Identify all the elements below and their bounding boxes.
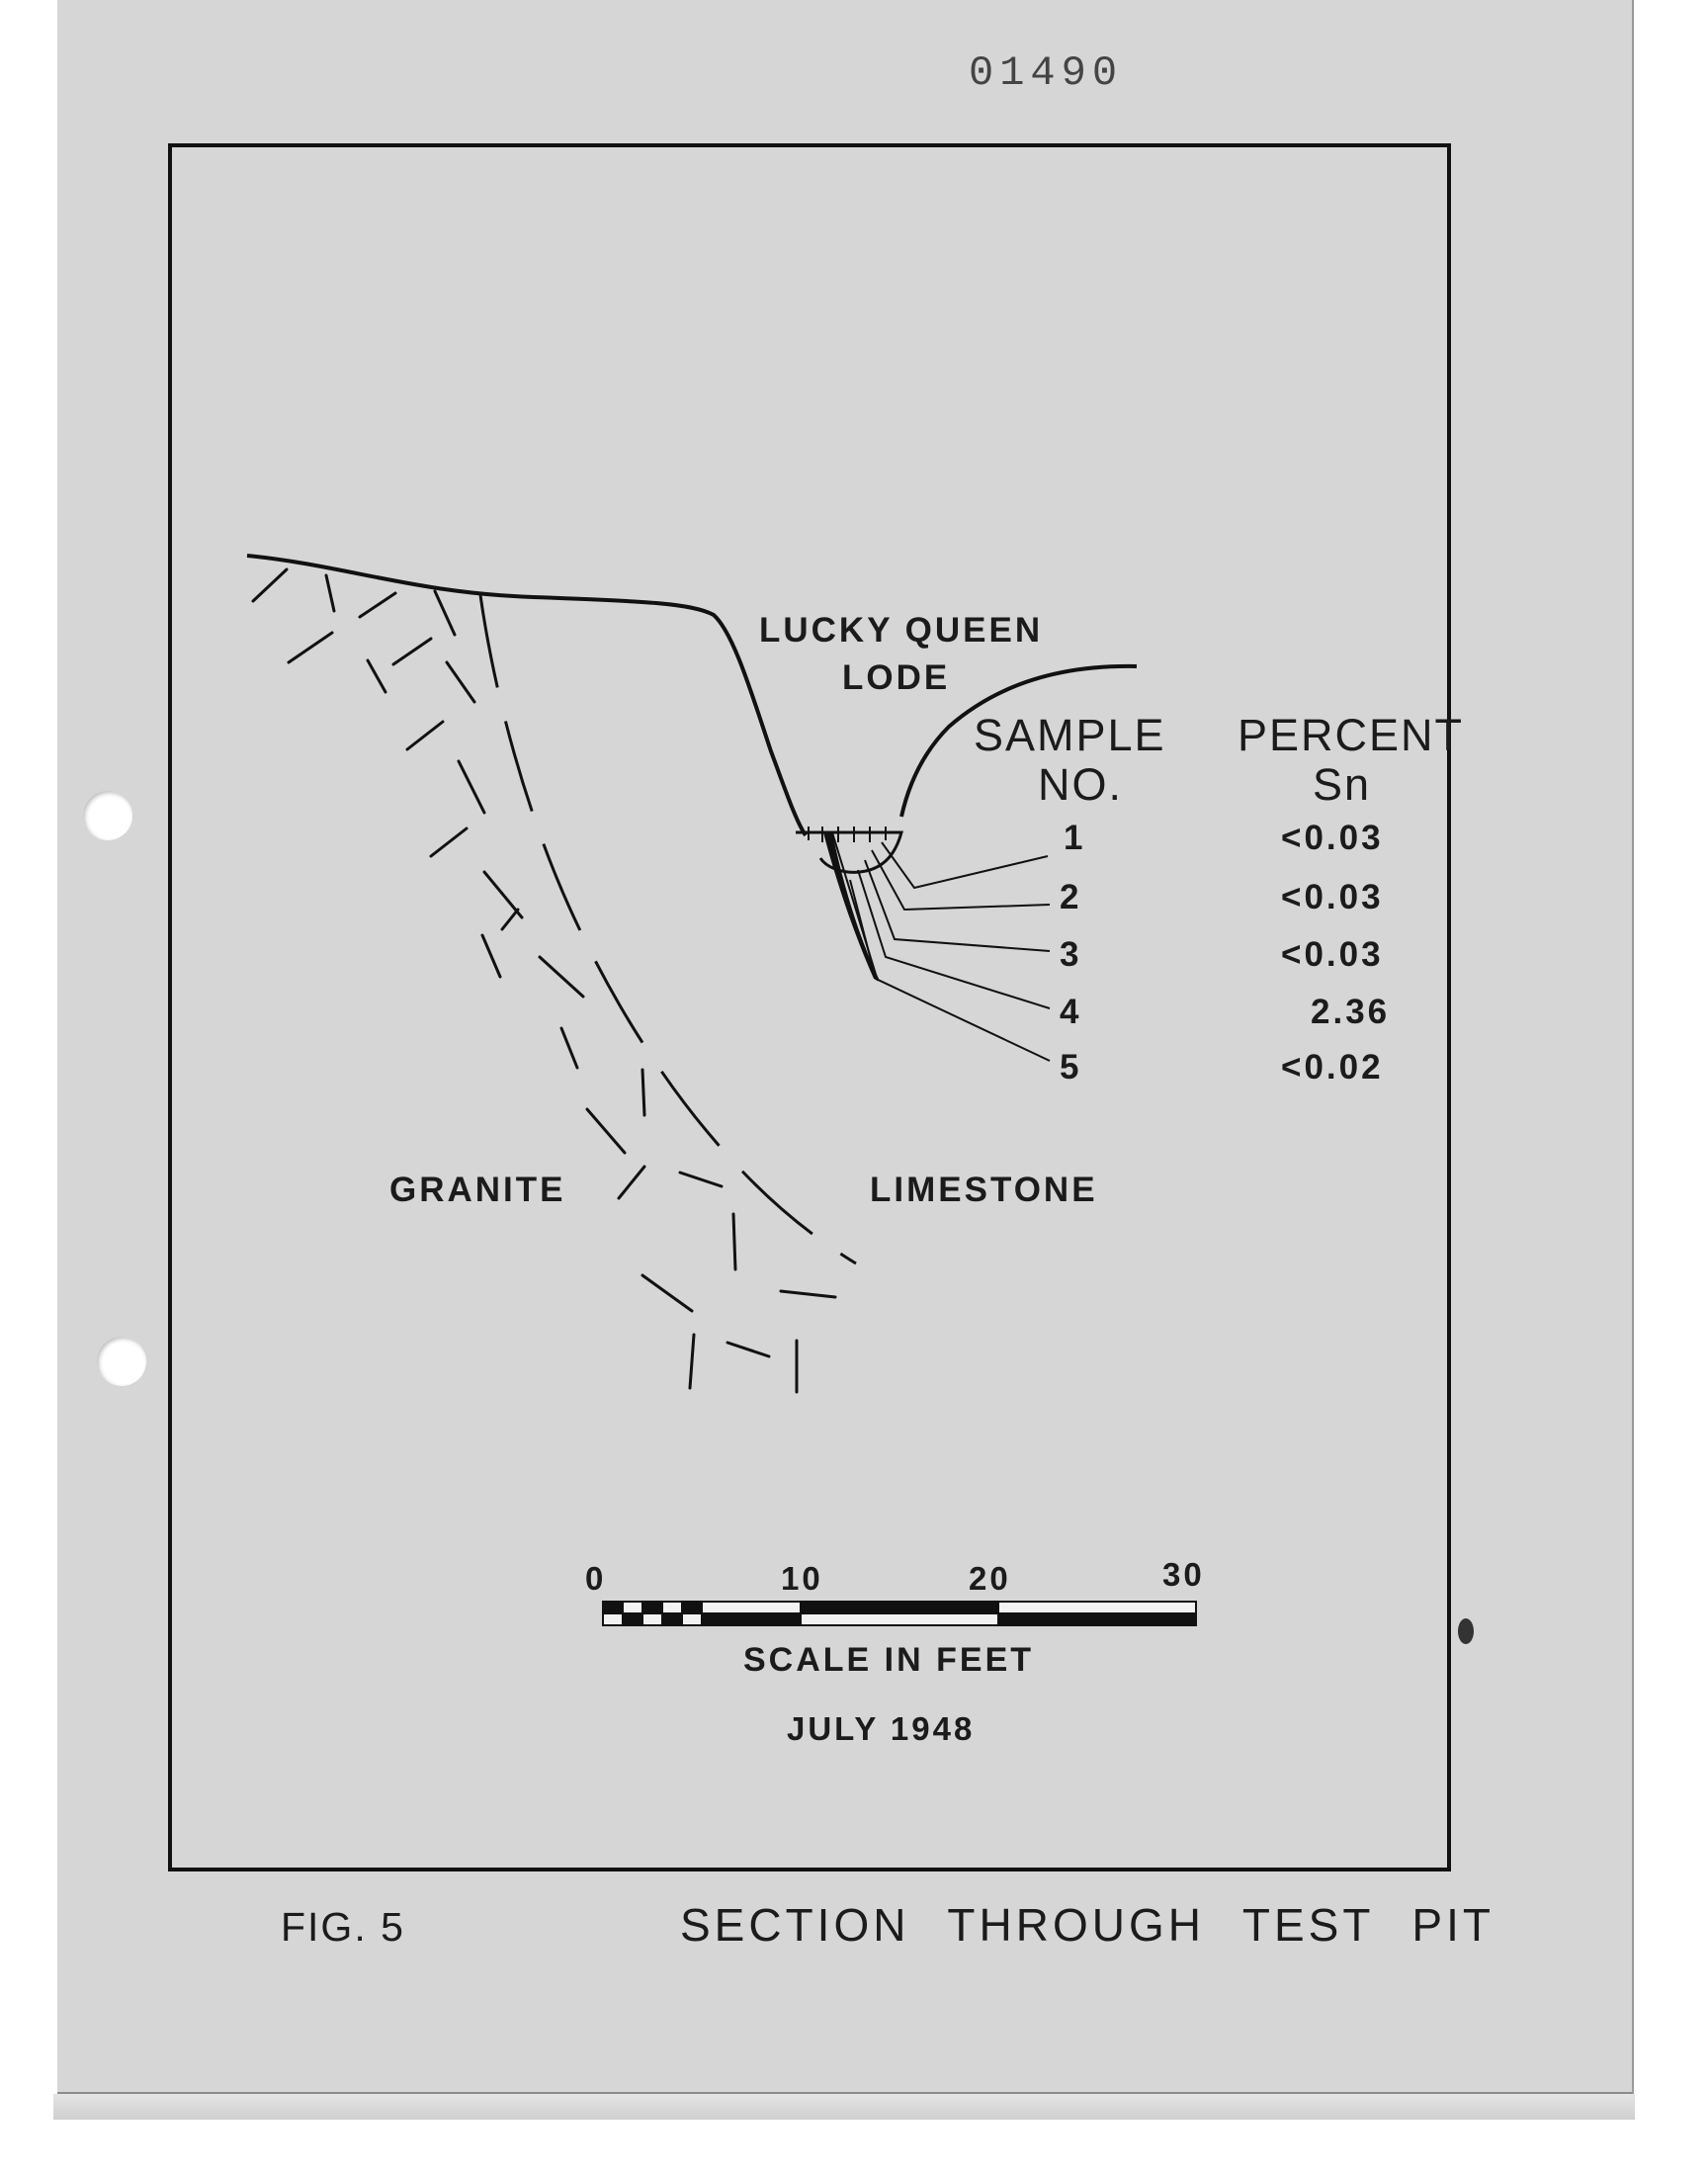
- scale-tick-0: 0: [585, 1560, 607, 1597]
- lode-label-line1: LUCKY QUEEN: [759, 611, 1044, 650]
- date-label: JULY 1948: [787, 1710, 976, 1747]
- sample-leader-lines: [850, 842, 1050, 1061]
- header-sample-no: NO.: [1038, 759, 1124, 810]
- figure-number: FIG. 5: [281, 1904, 405, 1950]
- scale-tick-10: 10: [781, 1560, 823, 1597]
- ink-speck: [1458, 1618, 1474, 1644]
- sample-no: 5: [1060, 1048, 1082, 1087]
- sample-no: 1: [1064, 819, 1086, 857]
- granite-pattern: [253, 569, 835, 1392]
- sample-percent: <0.03: [1281, 819, 1384, 857]
- granite-label: GRANITE: [389, 1171, 566, 1209]
- test-pit-hachures: [809, 826, 886, 842]
- sample-no: 2: [1060, 878, 1082, 916]
- sample-percent: 2.36: [1311, 993, 1391, 1031]
- scale-label: SCALE IN FEET: [743, 1641, 1035, 1679]
- scale-tick-30: 30: [1162, 1556, 1205, 1593]
- scale-tick-20: 20: [969, 1560, 1011, 1597]
- sample-percent: <0.02: [1281, 1048, 1384, 1087]
- header-percent: PERCENT: [1238, 710, 1465, 760]
- header-percent-sn: Sn: [1313, 759, 1372, 810]
- header-sample: SAMPLE: [974, 710, 1166, 760]
- limestone-label: LIMESTONE: [870, 1171, 1098, 1209]
- lode-label-line2: LODE: [842, 658, 951, 697]
- figure-caption: SECTION THROUGH TEST PIT: [680, 1899, 1494, 1951]
- sample-no: 3: [1060, 935, 1082, 974]
- document-number: 01490: [969, 49, 1124, 97]
- sample-no: 4: [1060, 993, 1082, 1031]
- sample-percent: <0.03: [1281, 935, 1384, 974]
- contact-line: [480, 595, 856, 1263]
- sample-percent: <0.03: [1281, 878, 1384, 916]
- scale-bar: [603, 1602, 1196, 1625]
